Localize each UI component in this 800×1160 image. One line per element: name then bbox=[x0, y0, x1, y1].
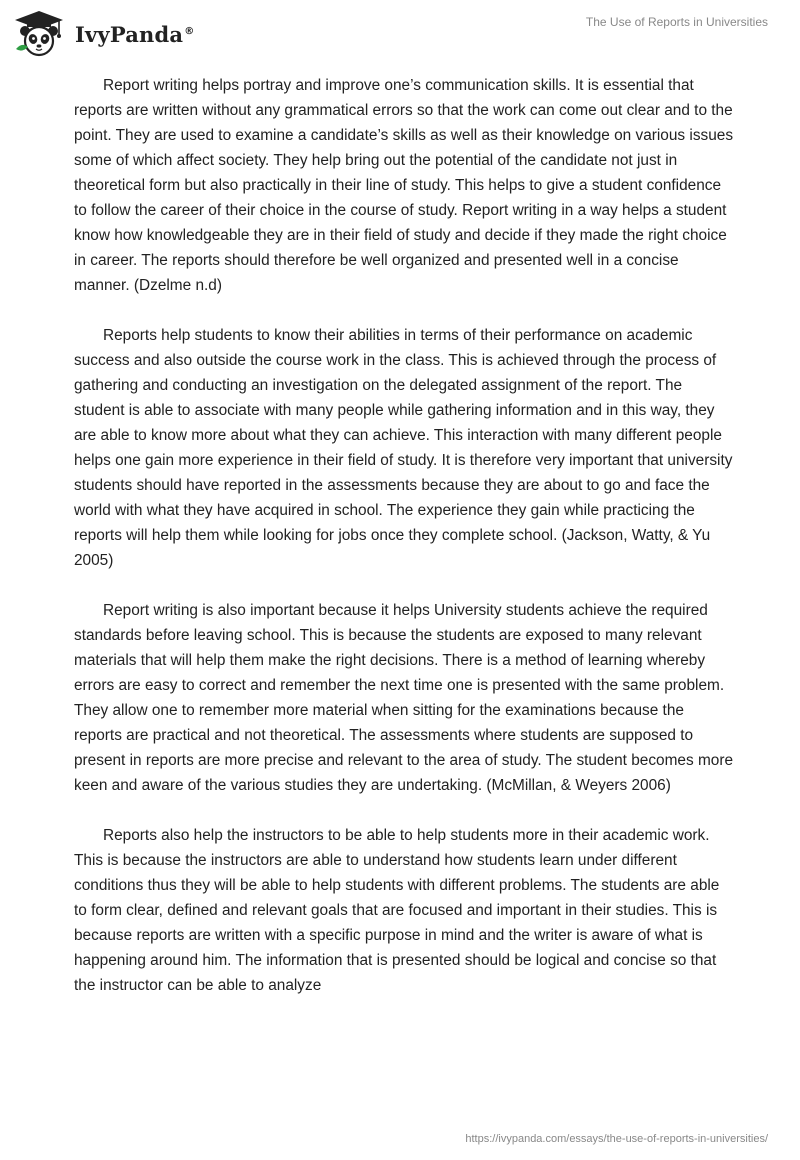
paragraph: Report writing helps portray and improve one’s communication skills. It is essential that reports are written without any grammatical errors so that the work can come out clear and to the point. They are used to examine a candidate’s skills as well as their knowledge on various issues some of which affect society. They help bring out the potential of the candidate not just in theoretical form but also practically in their line of study. This helps to give a student confidence to follow the career of their choice in the course of study. Report writing in a way helps a student know how knowledgeable they are in their field of study and decide if they made the right choice in career. The reports should therefore be well organized and presented well in a concise manner. (Dzelme n.d) bbox=[74, 77, 734, 294]
document-title: The Use of Reports in Universities bbox=[585, 15, 768, 29]
paragraph: Report writing is also important because it helps University students achieve the required standards before leaving school. This is because the students are exposed to many relevant materials that will help them make the right decisions. There is a method of learning whereby errors are easy to correct and remember the next time one is presented with the same problem. They allow one to remember more material when sitting for the examinations because the reports are practical and not theoretical. The assessments where students are supposed to present in reports are more precise and relevant to the area of study. The student becomes more keen and aware of the various studies they are undertaking. (McMillan, & Weyers 2006) bbox=[74, 602, 734, 794]
paragraph: Reports help students to know their abilities in terms of their performance on academic success and also outside the course work in the class. This is achieved through the process of gathering and conducting an investigation on the delegated assignment of the report. The student is able to associate with many people while gathering information and in this way, they are able to know more about what they can achieve. This interaction with many different people helps one gain more experience in their field of study. It is therefore very important that university students should have reported in the assessments because they are about to go and face the world with what they have acquired in school. The experience they gain while practicing the reports will help them while looking for jobs once they complete school. (Jackson, Watty, & Yu 2005) bbox=[74, 327, 733, 569]
page-header bbox=[0, 0, 800, 64]
brand-name: IvyPanda® bbox=[75, 21, 195, 47]
registered-mark: ® bbox=[184, 25, 195, 37]
paragraph: Reports also help the instructors to be able to help students more in their academic work. This is because the instructors are able to understand how students learn under different conditions thus they will be able to help students with different problems. The students are able to form clear, defined and relevant goals that are focused and important in their studies. This is because reports are written with a specific purpose in mind and the writer is aware of what is happening around him. The information that is presented should be logical and concise so that the instructor can be able to analyze bbox=[74, 827, 720, 994]
source-url-link[interactable]: https://ivypanda.com/essays/the-use-of-reports-in-universities/ bbox=[465, 1133, 768, 1145]
panda-graduate-icon bbox=[13, 9, 65, 57]
essay-body bbox=[74, 73, 734, 1023]
brand-logo[interactable] bbox=[13, 9, 194, 57]
